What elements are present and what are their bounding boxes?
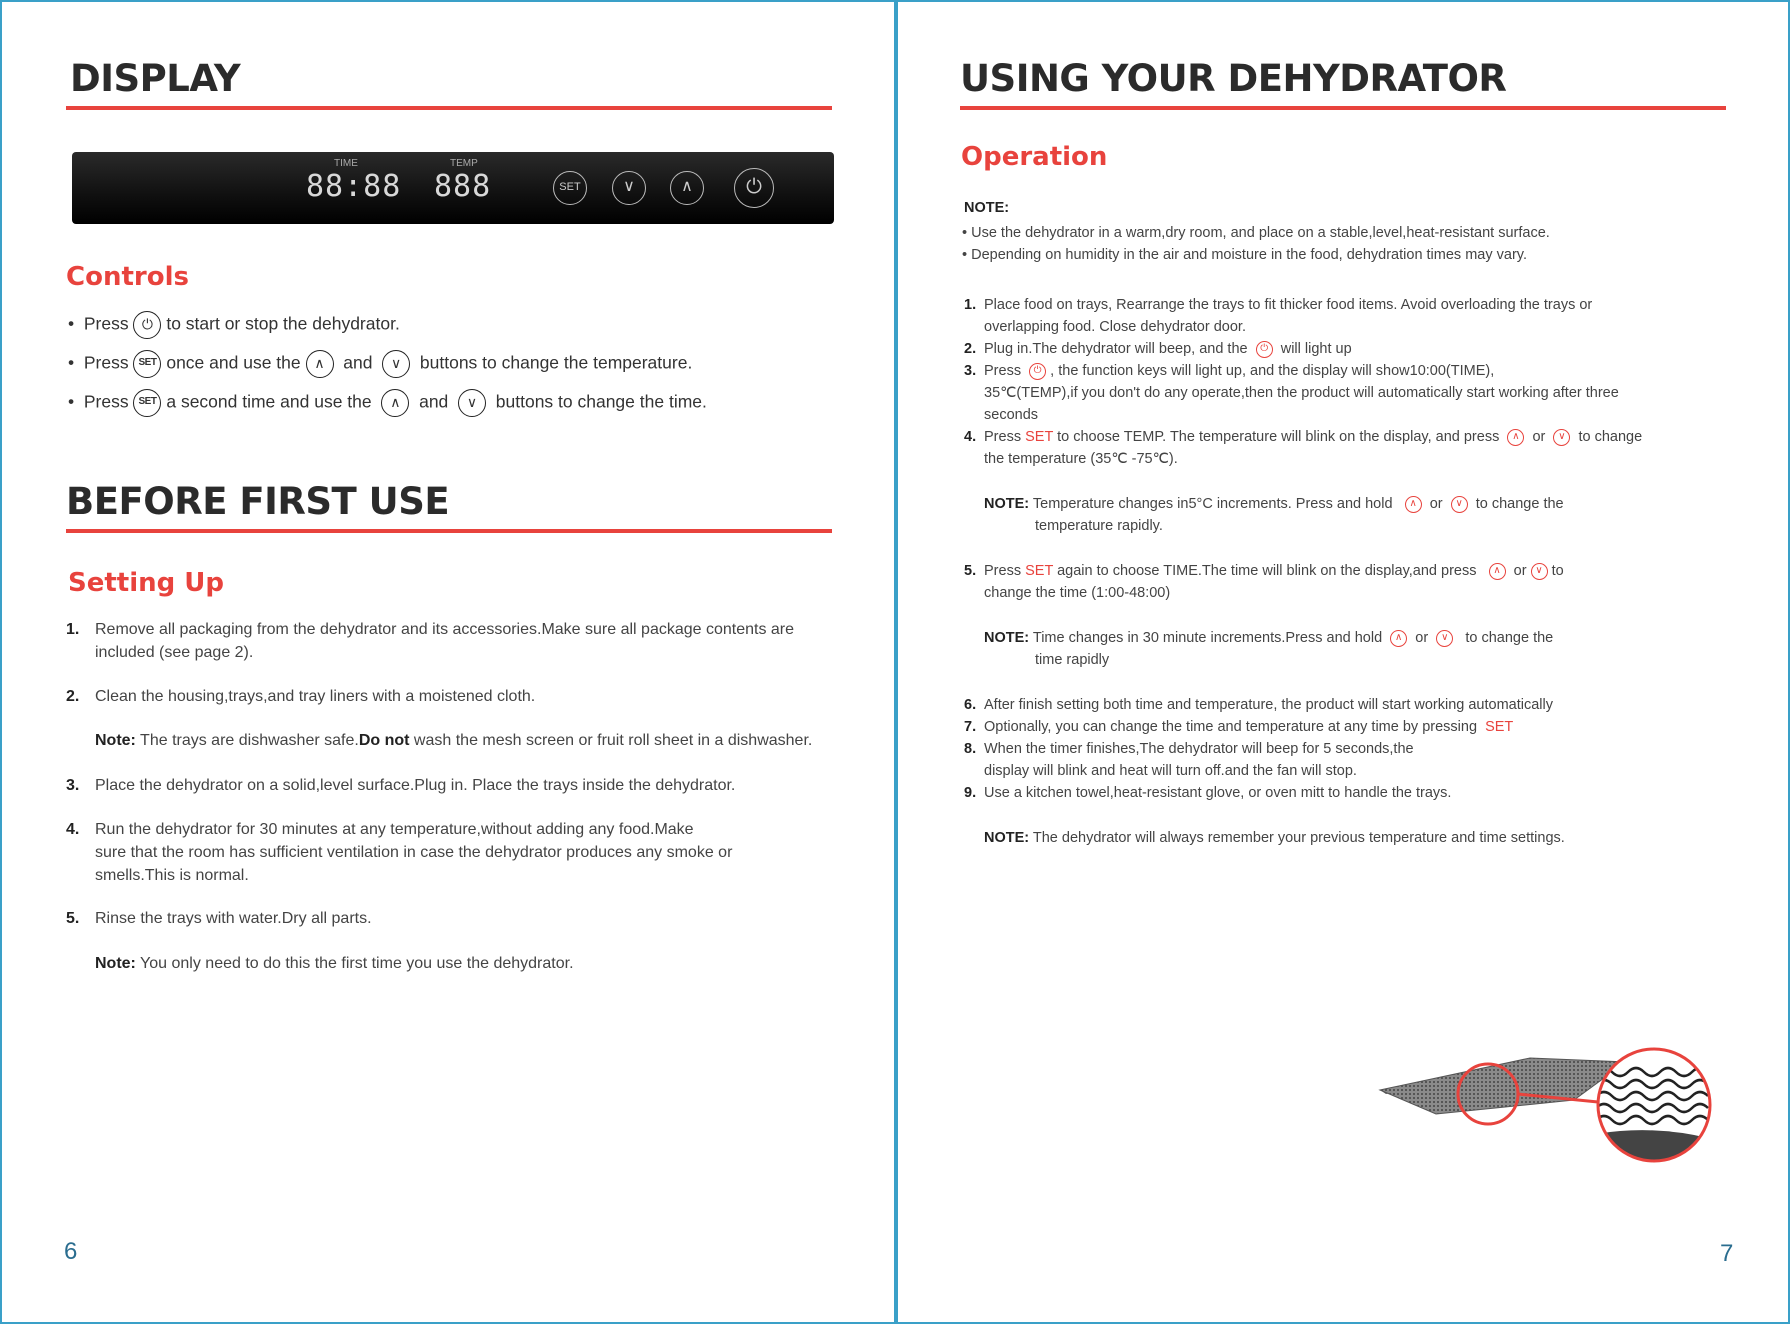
set-keyword: SET: [1485, 719, 1514, 735]
step-text: Place the dehydrator on a solid,level surface.Plug in. Place the trays inside the dehydrator.: [95, 777, 736, 794]
down-icon: ∨: [1451, 496, 1468, 513]
setting-up-title: Setting Up: [68, 568, 225, 598]
set-keyword: SET: [1025, 563, 1054, 579]
step-number: 3.: [66, 777, 80, 794]
step-text: included (see page 2).: [95, 644, 254, 661]
step-text: change the time (1:00-48:00): [984, 585, 1171, 601]
text: again to choose TIME.The time will blink on the display,and press: [1057, 563, 1477, 579]
text: to start or stop the dehydrator.: [166, 313, 400, 334]
title-rule: [66, 106, 832, 110]
page-number: 6: [64, 1238, 78, 1265]
step-number: 5.: [964, 563, 977, 579]
up-icon: ∧: [1405, 496, 1422, 513]
text: or: [1513, 563, 1527, 579]
step-text: After finish setting both time and temperature, the product will start working automatically: [984, 697, 1553, 713]
step-text: Remove all packaging from the dehydrator and its accessories.Make sure all package contents are: [95, 621, 795, 638]
step-note: [95, 953, 574, 975]
step-text: When the timer finishes,The dehydrator will beep for 5 seconds,the: [984, 741, 1414, 757]
step-number: 8.: [964, 741, 977, 757]
mesh-screen-illustration: [1376, 1032, 1726, 1172]
step-text: display will blink and heat will turn off.and the fan will stop.: [984, 763, 1357, 779]
set-keyword: SET: [1025, 429, 1054, 445]
title-rule: [960, 106, 1726, 110]
display-title: DISPLAY: [70, 57, 241, 100]
note-label: Note:: [95, 732, 136, 749]
text: to: [1551, 563, 1564, 579]
step-text: [984, 560, 1564, 582]
time-label: TIME: [334, 158, 358, 169]
step-number: 9.: [964, 785, 977, 801]
panel-set-button: SET: [553, 171, 587, 205]
step-text: [984, 360, 1494, 382]
text: Press: [83, 313, 129, 334]
before-first-use-title: BEFORE FIRST USE: [66, 480, 450, 523]
control-item-power: • Press ⏻ to start or stop the dehydrator.: [68, 311, 400, 339]
up-icon: ∧: [1390, 630, 1407, 647]
step-number: 3.: [964, 363, 977, 379]
temp-digits: 888: [434, 169, 492, 204]
text: a second time and use the: [166, 391, 372, 412]
panel-power-icon: ⏻: [734, 168, 774, 208]
up-icon: ∧: [306, 350, 334, 378]
note-bullet: • Use the dehydrator in a warm,dry room, and place on a stable,level,heat-resistant surface.: [962, 225, 1550, 241]
step-note-text: temperature rapidly.: [1035, 518, 1163, 534]
text: Press: [984, 363, 1022, 379]
down-icon: ∨: [382, 350, 410, 378]
temp-label: TEMP: [450, 158, 478, 169]
step-number: 7.: [964, 719, 977, 735]
step-text: Place food on trays, Rearrange the trays to fit thicker food items. Avoid overloading the trays or: [984, 297, 1593, 313]
note-label: Note:: [95, 955, 136, 972]
up-icon: ∧: [1507, 429, 1524, 446]
text: or: [1415, 630, 1429, 646]
down-icon: ∨: [1553, 429, 1570, 446]
text: Press: [83, 391, 129, 412]
text: or: [1429, 496, 1443, 512]
text: Press: [83, 352, 129, 373]
time-digits: 88:88: [306, 169, 402, 204]
text: to change the: [1475, 496, 1564, 512]
text: Press: [984, 429, 1022, 445]
up-icon: ∧: [381, 389, 409, 417]
text: Optionally, you can change the time and temperature at any time by pressing: [984, 719, 1478, 735]
panel-up-icon: ∧: [670, 171, 704, 205]
power-icon: ⏻: [1256, 341, 1273, 358]
step-text: Clean the housing,trays,and tray liners with a moistened cloth.: [95, 688, 536, 705]
step-text: smells.This is normal.: [95, 867, 249, 884]
note-label: NOTE:: [984, 630, 1030, 646]
step-text: [984, 426, 1642, 448]
step-text: Use a kitchen towel,heat-resistant glove, or oven mitt to handle the trays.: [984, 785, 1452, 801]
step-note-text: time rapidly: [1035, 652, 1110, 668]
control-item-temp: • Press SET once and use the ∧ and ∨ buttons to change the temperature.: [68, 350, 692, 378]
down-icon: ∨: [1531, 563, 1548, 580]
note-emphasis: Do not: [358, 732, 410, 749]
step-text: Run the dehydrator for 30 minutes at any temperature,without adding any food.Make: [95, 821, 694, 838]
text: or: [1532, 429, 1546, 445]
up-icon: ∧: [1489, 563, 1506, 580]
right-page: [896, 0, 1790, 1324]
power-icon: ⏻: [1029, 363, 1046, 380]
title-rule: [66, 529, 832, 533]
step-number: 6.: [964, 697, 977, 713]
step-number: 2.: [66, 688, 80, 705]
step-number: 4.: [964, 429, 977, 445]
text: Time changes in 30 minute increments.Press and hold: [1032, 630, 1383, 646]
text: once and use the: [166, 352, 301, 373]
note-text: wash the mesh screen or fruit roll sheet in a dishwasher.: [413, 732, 813, 749]
operation-title: Operation: [961, 142, 1108, 172]
step-note: [984, 827, 1565, 849]
text: The dehydrator will always remember your previous temperature and time settings.: [1032, 830, 1565, 846]
step-text: [984, 716, 1513, 738]
step-text: the temperature (35℃ -75℃).: [984, 451, 1178, 467]
step-note: [95, 730, 812, 752]
note-text: You only need to do this the first time you use the dehydrator.: [140, 955, 574, 972]
note-text: The trays are dishwasher safe.: [140, 732, 359, 749]
text: will light up: [1280, 341, 1352, 357]
step-text: overlapping food. Close dehydrator door.: [984, 319, 1246, 335]
step-number: 4.: [66, 821, 80, 838]
step-text: 35℃(TEMP),if you don't do any operate,then the product will automatically start working after three: [984, 385, 1619, 401]
page-number: 7: [1720, 1240, 1734, 1267]
text: to change the: [1465, 630, 1554, 646]
step-text: sure that the room has sufficient ventilation in case the dehydrator produces any smoke or: [95, 844, 733, 861]
down-icon: ∨: [1436, 630, 1453, 647]
text: Plug in.The dehydrator will beep, and the: [984, 341, 1248, 357]
note-label: NOTE:: [964, 200, 1010, 216]
set-icon: SET: [133, 350, 161, 378]
text: and: [343, 352, 373, 373]
note-bullet: • Depending on humidity in the air and moisture in the food, dehydration times may vary.: [962, 247, 1527, 263]
text: to choose TEMP. The temperature will blink on the display, and press: [1057, 429, 1500, 445]
step-note: [984, 627, 1553, 649]
control-panel-image: [72, 152, 834, 224]
set-icon: SET: [133, 389, 161, 417]
text: Temperature changes in5°C increments. Press and hold: [1032, 496, 1393, 512]
text: , the function keys will light up, and the display will show10:00(TIME),: [1050, 363, 1495, 379]
text: buttons to change the time.: [495, 391, 707, 412]
step-note: [984, 493, 1564, 515]
note-label: NOTE:: [984, 496, 1030, 512]
panel-down-icon: ∨: [612, 171, 646, 205]
control-item-time: • Press SET a second time and use the ∧ and ∨ buttons to change the time.: [68, 389, 707, 417]
text: to change: [1578, 429, 1643, 445]
step-text: Rinse the trays with water.Dry all parts.: [95, 910, 372, 927]
step-number: 1.: [66, 621, 80, 638]
down-icon: ∨: [458, 389, 486, 417]
text: Press: [984, 563, 1022, 579]
text: buttons to change the temperature.: [419, 352, 693, 373]
power-icon: ⏻: [133, 311, 161, 339]
step-number: 2.: [964, 341, 977, 357]
note-label: NOTE:: [984, 830, 1030, 846]
step-text: seconds: [984, 407, 1039, 423]
step-number: 1.: [964, 297, 977, 313]
step-number: 5.: [66, 910, 80, 927]
step-text: [984, 338, 1352, 360]
using-title: USING YOUR DEHYDRATOR: [960, 57, 1507, 100]
text: and: [419, 391, 449, 412]
controls-title: Controls: [66, 262, 189, 292]
